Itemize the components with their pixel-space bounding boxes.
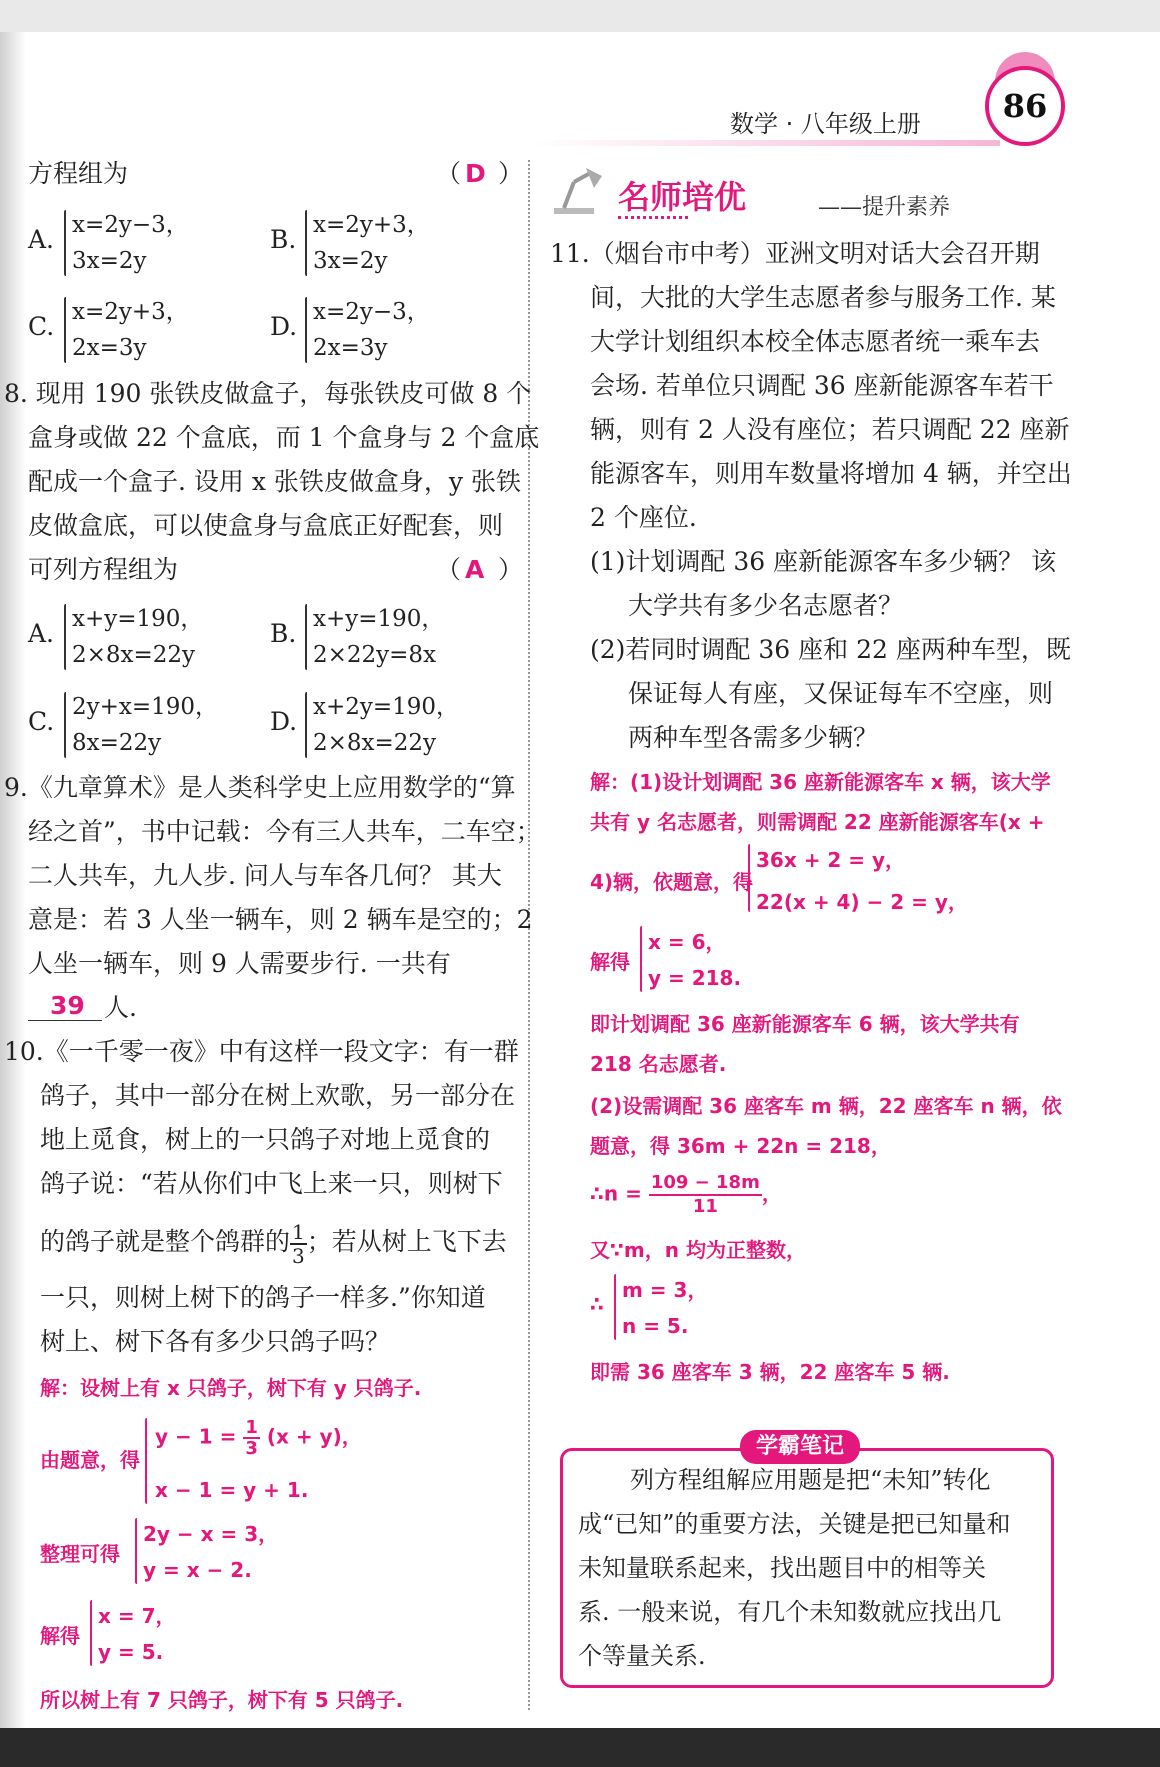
- q7-option-b-eq2: 3x=2y: [313, 248, 388, 274]
- q10-sol-fraction: [243, 1418, 260, 1458]
- q11-sol2-line-2: 题意，得 36m + 22n = 218，: [590, 1134, 891, 1158]
- q11-line-5: 辆，则有 2 人没有座位；若只调配 22 座新: [590, 415, 1070, 444]
- study-note-line-4: 系. 一般来说，有几个未知数就应找出几: [578, 1598, 1002, 1626]
- q8-line-1: 8. 现用 190 张铁皮做盒子，每张铁皮可做 8 个: [4, 379, 532, 408]
- q11-sol2-res-eq2: n = 5.: [622, 1314, 689, 1338]
- q11-sol2-fraction-line: [590, 1172, 782, 1218]
- q11-sol2-line-1: (2)设需调配 36 座客车 m 辆，22 座客车 n 辆，依: [590, 1094, 1062, 1118]
- q7-stem: 方程组为: [28, 159, 129, 188]
- q10-sol-res-eq2: y = 5.: [98, 1640, 164, 1664]
- q8-option-d-label: D.: [270, 707, 298, 736]
- q8-option-b-eq1: x+y=190，: [313, 606, 445, 632]
- top-band: [0, 0, 1160, 32]
- q11-line-6: 能源客车，则用车数量将增加 4 辆，并空出: [590, 459, 1072, 488]
- q9-line-5: 人坐一辆车，则 9 人需要步行. 一共有: [28, 949, 451, 978]
- q10-sol-simpl-label: 整理可得: [40, 1542, 120, 1566]
- q11-sol-res-label: 解得: [590, 950, 630, 974]
- brace: [64, 297, 66, 363]
- q11-sub2-line-3: 两种车型各需多少辆？: [628, 723, 879, 752]
- q10-sol-given-eq1: [155, 1418, 362, 1458]
- q10-line-5: [40, 1220, 507, 1267]
- q8-answer: A: [465, 555, 485, 584]
- q10-sol-simpl-eq1: 2y − x = 3，: [143, 1522, 279, 1546]
- q10-sol-res-eq1: x = 7，: [98, 1604, 176, 1628]
- q10-line-4: 鸽子说：“若从你们中飞上来一只，则树下: [40, 1169, 503, 1198]
- q11-sol1-final-1: 即计划调配 36 座新能源客车 6 辆，该大学共有: [590, 1012, 1020, 1036]
- brace: [305, 692, 307, 758]
- q7-option-a-label: A.: [28, 225, 55, 254]
- q10-line-7: 树上、树下各有多少只鸽子吗？: [40, 1327, 391, 1356]
- q7-answer-close: ）: [498, 159, 524, 188]
- q10-sol-frac-den: 3: [245, 1438, 258, 1459]
- q7-option-c-eq1: x=2y+3，: [72, 299, 189, 325]
- q10-fraction: [290, 1221, 307, 1267]
- q7-option-d-label: D.: [270, 312, 298, 341]
- brace: [640, 926, 642, 992]
- q11-sol1-line-1: 解：(1)设计划调配 36 座新能源客车 x 辆，该大学: [590, 770, 1051, 794]
- q8-option-b-eq2: 2×22y=8x: [313, 642, 437, 668]
- q8-option-d-eq2: 2×8x=22y: [313, 730, 437, 756]
- q10-sol-eq1b: (x + y)，: [266, 1424, 362, 1449]
- q8-option-a-label: A.: [28, 619, 55, 648]
- brace: [145, 1418, 147, 1504]
- q8-line-5: 可列方程组为: [28, 555, 179, 584]
- bottom-band: [0, 1728, 1160, 1767]
- q10-line-1: 10.《一千零一夜》中有这样一段文字：有一群: [4, 1037, 519, 1066]
- q9-line-2: 经之首”，书中记载：今有三人共车，二车空；: [28, 817, 541, 846]
- study-note-line-2: 成“已知”的重要方法，关键是把已知量和: [578, 1510, 1011, 1538]
- q11-sol-given-label: 4)辆，依题意，得: [590, 870, 754, 894]
- q11-sol1-line-2: 共有 y 名志愿者，则需调配 22 座新能源客车(x +: [590, 810, 1045, 834]
- study-note-title: 学霸笔记: [740, 1430, 860, 1464]
- q11-line-4: 会场. 若单位只调配 36 座新能源客车若干: [590, 371, 1054, 400]
- q7-answer-open: （: [436, 159, 462, 188]
- q10-sol-eq1a: y − 1 =: [155, 1424, 237, 1449]
- header-subject: 数学 · 八年级上册: [730, 110, 921, 138]
- q8-line-4: 皮做盒底，可以使盒身与盒底正好配套，则: [28, 511, 504, 540]
- q10-frac-den: 3: [292, 1243, 305, 1268]
- q11-sol2-since: 又∵m，n 均为正整数，: [590, 1238, 806, 1262]
- q11-sol2-res-label: ∴: [590, 1292, 604, 1316]
- q11-sol-res-eq2: y = 218.: [648, 966, 742, 990]
- brace: [135, 1518, 137, 1584]
- q10-sol-intro: 解：设树上有 x 只鸽子，树下有 y 只鸽子.: [40, 1376, 422, 1400]
- brace: [305, 210, 307, 276]
- brace: [614, 1274, 616, 1340]
- brace: [64, 692, 66, 758]
- q7-option-d-eq1: x=2y−3，: [313, 299, 430, 325]
- q7-option-b-eq1: x=2y+3，: [313, 212, 430, 238]
- q11-sol1-final-2: 218 名志愿者.: [590, 1052, 727, 1076]
- section-subtitle: ——提升素养: [818, 195, 951, 220]
- q7-answer: D: [465, 159, 486, 188]
- q8-line-3: 配成一个盒子. 设用 x 张铁皮做盒身，y 张铁: [28, 467, 521, 496]
- q10-frac-post: ；若从树上飞下去: [306, 1227, 507, 1256]
- q9-line-4: 意是：若 3 人坐一辆车，则 2 辆车是空的；2: [28, 905, 533, 934]
- brace: [64, 604, 66, 670]
- q9-line-1: 9.《九章算术》是人类科学史上应用数学的“算: [4, 773, 516, 802]
- q8-option-b-label: B.: [270, 619, 297, 648]
- q7-option-a-eq2: 3x=2y: [72, 248, 147, 274]
- q10-sol-given-label: 由题意，得: [40, 1448, 140, 1472]
- brace: [64, 210, 66, 276]
- brace: [305, 604, 307, 670]
- q11-frac-num: 109 − 18m: [649, 1172, 762, 1196]
- q10-sol-final: 所以树上有 7 只鸽子，树下有 5 只鸽子.: [40, 1688, 404, 1712]
- study-note-line-1: 列方程组解应用题是把“未知”转化: [630, 1466, 991, 1494]
- q8-option-a-eq1: x+y=190，: [72, 606, 204, 632]
- q10-line-3: 地上觅食，树上的一只鸽子对地上觅食的: [40, 1125, 491, 1154]
- q11-sub2-line-2: 保证每人有座，又保证每车不空座，则: [628, 679, 1054, 708]
- q8-option-a-eq2: 2×8x=22y: [72, 642, 196, 668]
- section-dots: [618, 216, 688, 223]
- q10-sol-frac-num: 1: [245, 1417, 258, 1438]
- q11-fraction: [649, 1172, 762, 1218]
- q7-option-a-eq1: x=2y−3，: [72, 212, 189, 238]
- page-shadow: [0, 32, 26, 1728]
- q8-option-c-eq2: 8x=22y: [72, 730, 162, 756]
- q11-sol-res-eq1: x = 6，: [648, 930, 726, 954]
- q11-frac-post: ，: [761, 1181, 782, 1206]
- section-title: 名师培优: [618, 178, 747, 216]
- q8-option-c-label: C.: [28, 707, 55, 736]
- q10-sol-given-eq2: x − 1 = y + 1.: [155, 1478, 309, 1502]
- q10-line-6: 一只，则树上树下的鸽子一样多.”你知道: [40, 1283, 486, 1312]
- q8-line-2: 盒身或做 22 个盒底，而 1 个盒身与 2 个盒底: [28, 423, 540, 452]
- q11-line-2: 间，大批的大学生志愿者参与服务工作. 某: [590, 283, 1056, 312]
- q11-sub2-line-1: (2)若同时调配 36 座和 22 座两种车型，既: [590, 635, 1071, 664]
- q10-sol-res-label: 解得: [40, 1624, 80, 1648]
- q11-line-1: 11.（烟台市中考）亚洲文明对话大会召开期: [550, 239, 1040, 268]
- q8-answer-close: ）: [498, 555, 524, 584]
- q9-blank-answer: 39: [50, 991, 85, 1020]
- brace: [748, 844, 750, 912]
- q11-line-3: 大学计划组织本校全体志愿者统一乘车去: [590, 327, 1041, 356]
- q10-frac-num: 1: [292, 1219, 305, 1244]
- q11-sol-given-eq2: 22(x + 4) − 2 = y，: [756, 890, 968, 914]
- q11-line-7: 2 个座位.: [590, 503, 697, 532]
- q9-line-3: 二人共车，九人步. 问人与车各几何？ 其大: [28, 861, 502, 890]
- q8-answer-open: （: [436, 555, 462, 584]
- q11-sol2-res-eq1: m = 3，: [622, 1278, 708, 1302]
- q10-sol-simpl-eq2: y = x − 2.: [143, 1558, 252, 1582]
- q9-tail: 人.: [104, 993, 137, 1022]
- lamp-icon: [548, 160, 608, 220]
- q7-option-c-eq2: 2x=3y: [72, 335, 147, 361]
- q7-option-d-eq2: 2x=3y: [313, 335, 388, 361]
- brace: [305, 297, 307, 363]
- study-note-line-3: 未知量联系起来，找出题目中的相等关: [578, 1554, 986, 1582]
- q10-line-2: 鸽子，其中一部分在树上欢歌，另一部分在: [40, 1081, 516, 1110]
- q11-frac-pre: ∴n =: [590, 1181, 642, 1206]
- q7-option-c-label: C.: [28, 312, 55, 341]
- q8-option-d-eq1: x+2y=190，: [313, 694, 460, 720]
- q11-sub1-line-1: (1)计划调配 36 座新能源客车多少辆？ 该: [590, 547, 1057, 576]
- q11-sol-given-eq1: 36x + 2 = y，: [756, 848, 906, 872]
- q11-frac-den: 11: [692, 1196, 718, 1217]
- q11-sub1-line-2: 大学共有多少名志愿者？: [628, 591, 904, 620]
- q8-option-c-eq1: 2y+x=190，: [72, 694, 219, 720]
- q10-frac-pre: 的鸽子就是整个鸽群的: [40, 1227, 291, 1256]
- brace: [90, 1600, 92, 1666]
- page-number: 86: [985, 66, 1065, 146]
- study-note-line-5: 个等量关系.: [578, 1642, 706, 1670]
- q11-sol2-final: 即需 36 座客车 3 辆，22 座客车 5 辆.: [590, 1360, 950, 1384]
- q7-option-b-label: B.: [270, 225, 297, 254]
